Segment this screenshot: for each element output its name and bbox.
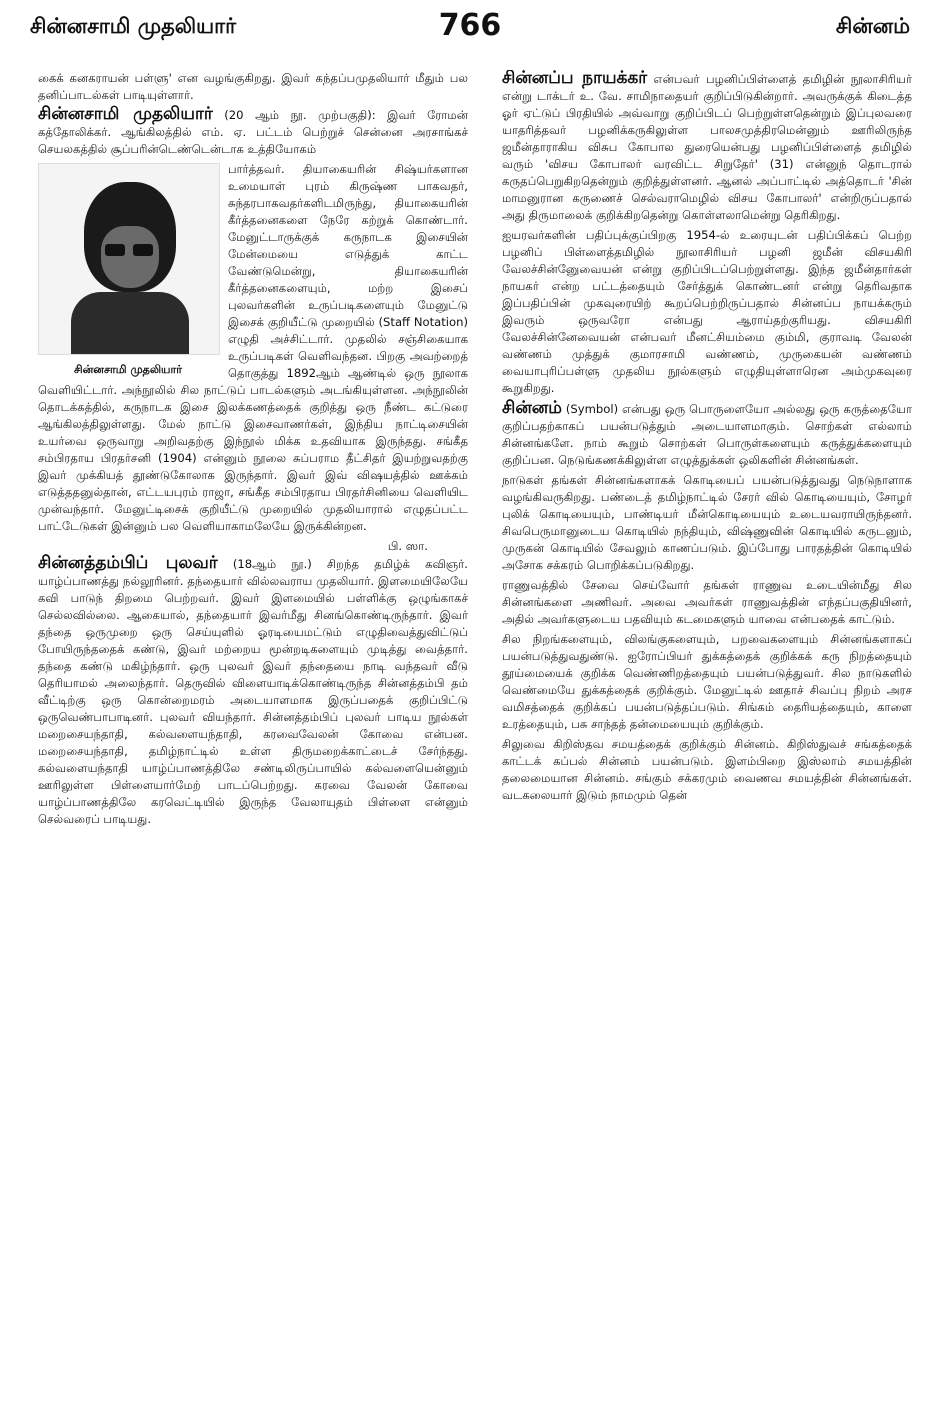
entry-title: சின்னசாமி முதலியார் <box>38 104 213 124</box>
right-column <box>502 70 912 1416</box>
portrait-caption: சின்னசாமி முதலியார் <box>74 363 182 376</box>
portrait-figure <box>38 163 218 378</box>
entry-paragraph: நாடுகள் தங்கள் சின்னங்களாகக் கொடியைப் பயன்படுத்துவது நெடுநாளாக வழங்கிவருகிறது. பண்டைத் தமிழ்நாட்டில் சேரர் வில் கொடியையும், சோழர் புலிக் கொடியையும், பாண்டியர் மீன்கொடியையும் உடையவராயிருந்தனர். சிவபெருமானுடைய கொடியில் நந்தியும், விஷ்ணுவின் கொடியில் கருடனும், முருகன் கொடியில் சேவலும் காணப்படும். இப்போது பாரதத்தின் கொடியில் அசோக சக்கரம் பொறிக்கப்படுகிறது. <box>502 473 912 572</box>
running-head-right: சின்னம் <box>835 14 910 38</box>
entry-paragraph: ராணுவத்தில் சேவை செய்வோர் தங்கள் ராணுவ உடையின்மீது சில சின்னங்களை அணிவர். அவை அவர்கள் ராணுவத்தின் எந்தப்பகுதியினர், அதில் அவர்களுடைய பதவியும் கடமைகளும் யாவை என்பதைக் காட்டும். <box>502 578 912 626</box>
entry-chinnam <box>502 400 912 469</box>
entry-text: (Symbol) என்பது ஒரு பொருளையோ அல்லது ஒரு கருத்தையோ குறிப்பதற்காகப் பயன்படுத்தும் அடையாளமாகும். சொற்கள் எல்லாம் சின்னங்களே. நாம் கூறும் சொற்கள் பொருள்களையும் கருத்துக்களையும் குறிப்பன. நெடுங்கணக்கிலுள்ள எழுத்துக்கள் ஒலிகளின் சின்னங்கள். <box>502 402 912 467</box>
running-head-left: சின்னசாமி முதலியார் <box>30 14 237 38</box>
page-header <box>30 8 910 48</box>
entry-paragraph: சில நிறங்களையும், விலங்குகளையும், பறவைகளையும் சின்னங்களாகப் பயன்படுத்துவதுண்டு. ஐரோப்பியர் துக்கத்தைக் குறிக்கக் கரு நிறத்தையும் தூய்மையைக் குறிக்க வெண்ணிறத்தையும் பயன்படுத்துவர். சில நாடுகளில் வெண்மையே துக்கத்தைக் குறிக்கும். மேனுட்டில் ஊதாச் சிவப்பு நிறம் அரச வமிசத்தைக் குறிக்கப் பயன்படுத்தப்படும். சிங்கம் தைரியத்தையும், காளை உரத்தையும், பசு சாந்தத் தன்மையையும் குறிக்கும். <box>502 632 912 731</box>
continued-text: கைக் கனகராயன் பள்ளு' என வழங்குகிறது. இவர் கந்தப்பமுதலியார் மீதும் பல தனிப்பாடல்கள் பாடியுள்ளார். <box>38 71 468 102</box>
entry-chinnasami-mudaliyar <box>38 106 468 158</box>
entry-paragraph: சிலுவை கிறிஸ்தவ சமயத்தைக் குறிக்கும் சின்னம். கிறிஸ்துவச் சங்கத்தைக் காட்டக் கப்பல் சின்னம் பயன்படும். இளம்பிறை இஸ்லாம் சமயத்தின் தலைமையான சின்னம். சங்கும் சக்கரமும் வைணவ சமயத்தின் சின்னங்கள். வடகலையார் இடும் நாமமும் தென் <box>502 737 912 802</box>
entry-text-continued: பார்த்தவர். தியாகையரின் சிஷ்யர்களான உமையாள் புரம் கிருஷ்ண பாகவதர், சுந்தரபாகவதர்களிடமிருந்து, தியாகையரின் கீர்த்தனைகளை நேரே கற்றுக் கொண்டார். மேனுட்டாருக்குக் கருநாடக இசையின் மேன்மையை எடுத்துக் காட்ட வேண்டுமென்று, தியாகையரின் கீர்த்தனைகளையும், மற்ற இசைப் புலவர்களின் உருப்படிகளையும் மேனுட்டு இசைக் குறியீட்டு முறையில் (Staff Notation) எழுதி அச்சிட்டார். முதலில் சஞ்சிகையாக உருப்படிகள் வெளிவந்தன. பிறகு அவற்றைத் தொகுத்து 1892ஆம் ஆண்டில் ஒரு நூலாக வெளியிட்டார். அந்நூலில் சில நாட்டுப் பாடல்களும் அடங்கியுள்ளன. அந்நூலின் தொடக்கத்தில், கருநாடக இசை இலக்கணத்தைக் குறித்து ஒரு நீண்ட கட்டுரை ஆங்கிலத்திலுள்ளது. மேல் நாட்டு இசைவாணர்கள், இந்திய நாட்டிசையின் உயர்வை ஒருவாறு அறிவதற்கு இந்நூல் மிக்க உதவியாக இருந்தது. சங்கீத சம்பிரதாய பிரதர்சனி (1904) என்னும் நூலை சுப்பராம தீட்சிதர் இயற்றுவதற்கு இவர் முக்கியத் தூண்டுகோலாக இருந்தார். இவர் இவ் விஷயத்தில் ஊக்கம் எடுத்ததனுல்தான், எட்டயபுரம் ராஜா, சங்கீத சம்பிரதாய பிரதர்சினியை வெளியிட முன்வந்தார். மேனுட்டிசைக் குறியீட்டு முறையில் முதலியாரால் எழுதப்பட்ட பாட்டேடுகள் இன்னும் பல வெளியாகாமலேயே இருக்கின்றன. <box>38 162 468 533</box>
entry-text: என்பவர் பழனிப்பிள்ளைத் தமிழின் நூலாசிரியர் என்று டாக்டர் உ. வே. சாமிநாதையர் குறிப்பிடுகின்றார். அவருக்குக் கிடைத்த ஓர் ஏட்டுப் பிரதியில் அவ்வாறு குறிப்பிடப் பெற்றுள்ளதென்றும் இப்புலவரை யாதரித்தவர் பழனிக்கருகிலுள்ள பாலசமுத்திரமென்னும் ஊரிலிருந்த ஜமீன்தாராகிய விசுப கோபால துரையென்பது பழனிப்பிள்ளைத் தமிழில் வரும் 'விசய கோபாலர் வரவிட்ட சிறுதேர்' (31) என்னுந் தொடரால் கருதப்பெறுகிறதென்றும் குறித்துள்ளனர். ஆனல் அப்பாட்டில் அத்தொடர் 'சின் மாமனுரான கருணைச் செல்வராமெழில் விசய கோபாலர்' என்றிருப்பதால் அது திருமாலைக் குறிக்கிறதென்று கொள்ளலாமென்று தெரிகிறது. <box>502 72 912 222</box>
page-number: 766 <box>438 8 502 43</box>
entry-paragraph: ஐயரவர்களின் பதிப்புக்குப்பிறகு 1954-ல் உரையுடன் பதிப்பிக்கப் பெற்ற பழனிப் பிள்ளைத்தமிழில் நூலாசிரியர் பழனி ஜமீன் விசயகிரி வேலச்சின்னுேவையன் என்று குறிப்பிடப்பெற்றுள்ளது. இந்த ஜமீன்தார்கள் நாயகர் என்ற பட்டத்தையும் சேர்த்துக் கொண்டனர் என்று தெரிவதாக இப்பதிப்பின் முகவுரையிற் கூறப்பெற்றிருப்பதால் சின்னப்ப நாயக்கரும் இவரும் ஒருவரோ என்பது ஆராய்தற்குரியது. விசயகிரி வேலச்சின்னேவையன் என்பவர் மீனட்சியம்மை கும்மி, குராவடி வேலன் வண்ணம் முத்துக் குமாரசாமி வண்ணம், முருகையன் வண்ணம் வையாபுரிப்பள்ளு முதலிய நூல்களும் எழுதியுள்ளாரென அம்முகவுரை கூறுகிறது. <box>502 228 912 395</box>
entry-chinnappa-nayakkar <box>502 70 912 224</box>
entry-text: (20 ஆம் நூ. முற்பகுதி): இவர் ரோமன் கத்தோலிக்கர். ஆங்கிலத்தில் எம். ஏ. பட்டம் பெற்றுச் சென்னை அரசாங்கச் செயலகத்தில் சூப்பரின்டெண்டென்டாக உத்தியோகம் <box>38 108 468 156</box>
left-column <box>38 70 468 1416</box>
entry-text: (18ஆம் நூ.) சிறந்த தமிழ்க் கவிஞர். யாழ்ப்பாணத்து நல்லூரினர். தந்தையார் வில்லவராய முதலியார். இளமையிலேயே கவி பாடுந் திறமை பெற்றவர். இவர் இளமையில் பள்ளிக்கு ஒழுங்காகச் செல்லவில்லை. ஆகையால், தந்தையார் இவர்மீது சினங்கொண்டிருந்தார். இவர் தந்தை ஒருமுறை ஒரு செய்யுளில் ஓரடியைமட்டும் எழுதிவைத்துவிட்டுப் போயிருந்ததைக் கண்டு, இவர் மற்றைய மூன்றடிகளையும் முடித்து வைத்தார். தந்தை கண்டு மகிழ்ந்தார். ஒரு புலவர் இவர் தந்தையை நாடி வந்தவர் வீடு தெரியாமல் அலைந்தார். தெருவில் விளையாடிக்கொண்டிருந்த சின்னத்தம்பி தம் வீட்டிற்கு ஒரு கொன்றைமரம் அடையாளமாக இருப்பதைக் குறிப்பிட்டு ஒருவெண்பாபாடினர். புலவர் வியந்தார். சின்னத்தம்பிப் புலவர் பாடிய நூல்கள் மறைசையந்தாதி, கல்வளையந்தாதி, கரவைவேலன் கோவை என்பன. மறைசையந்தாதி, தமிழ்நாட்டில் உள்ள திருமறைக்காட்டைச் சேர்ந்தது. கல்வளையந்தாதி யாழ்ப்பாணத்திலே சண்டிலிருப்பாயில் கல்வளையென்னும் ஊரிலுள்ள பிள்ளையார்மேற் பாடப்பெற்றது. கரவை வேலன் கோவை யாழ்ப்பாணத்திலே கரவெட்டியில் இருந்த வேலாயுதம் பிள்ளை என்னும் செல்வரைப் பாடியது. <box>38 557 468 826</box>
author-signature: பி. ஸா. <box>387 539 428 553</box>
entry-title: சின்னத்தம்பிப் புலவர் <box>38 553 218 573</box>
entry-title: சின்னம் <box>502 398 562 418</box>
entry-chinnathambi-pulavar <box>38 555 468 828</box>
entry-title: சின்னப்ப நாயக்கர் <box>502 70 648 88</box>
portrait-photo <box>38 163 220 355</box>
